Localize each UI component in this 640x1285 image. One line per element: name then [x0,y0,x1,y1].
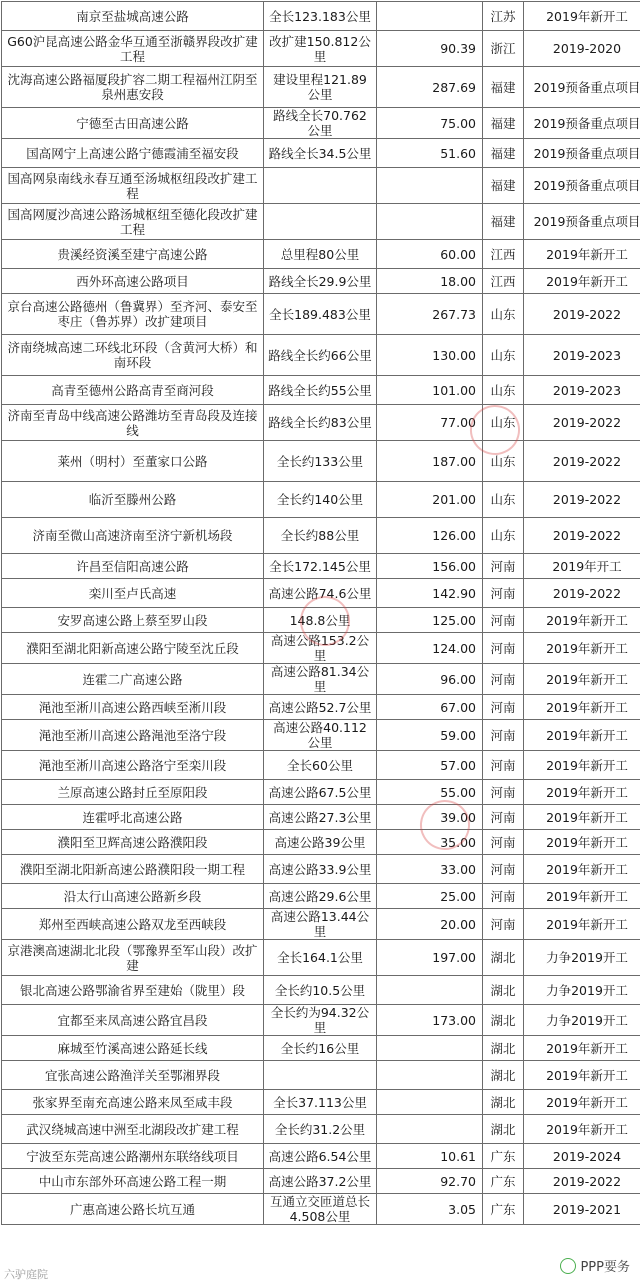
watermark-left: 六驴庭院 [4,1268,48,1281]
project-province-cell: 湖北 [483,1061,524,1090]
project-length-cell: 全长123.183公里 [264,2,377,31]
project-province-cell: 河南 [483,909,524,940]
table-row [2,482,640,518]
project-status-cell: 2019年新开工 [524,608,640,633]
project-province-cell: 浙江 [483,31,524,67]
project-province-cell: 山东 [483,294,524,335]
project-province-cell: 湖北 [483,940,524,976]
project-investment-cell: 126.00 [377,518,483,554]
project-status-cell: 2019年新开工 [524,720,640,751]
project-province-cell: 河南 [483,855,524,884]
project-investment-cell: 51.60 [377,139,483,168]
project-province-cell: 河南 [483,884,524,909]
watermark-right [556,1255,634,1276]
project-investment-cell [377,1090,483,1115]
project-investment-cell [377,168,483,204]
project-investment-cell: 142.90 [377,579,483,608]
project-investment-cell: 101.00 [377,376,483,405]
table-row [2,1115,640,1144]
project-investment-cell: 18.00 [377,269,483,294]
project-length-cell: 全长164.1公里 [264,940,377,976]
project-status-cell: 2019年新开工 [524,884,640,909]
table-row [2,67,640,108]
project-name-cell: 中山市东部外环高速公路工程一期 [2,1169,264,1194]
project-status-cell: 2019-2023 [524,376,640,405]
project-length-cell [264,204,377,240]
project-status-cell: 2019年新开工 [524,830,640,855]
table-row [2,805,640,830]
project-name-cell: 安罗高速公路上蔡至罗山段 [2,608,264,633]
project-investment-cell: 201.00 [377,482,483,518]
project-investment-cell: 59.00 [377,720,483,751]
project-length-cell: 总里程80公里 [264,240,377,269]
project-name-cell: 张家界至南充高速公路来凤至咸丰段 [2,1090,264,1115]
project-investment-cell: 75.00 [377,108,483,139]
project-status-cell: 2019年新开工 [524,240,640,269]
project-name-cell: 宁波至东莞高速公路潮州东联络线项目 [2,1144,264,1169]
project-investment-cell: 156.00 [377,554,483,579]
project-investment-cell: 173.00 [377,1005,483,1036]
table-row [2,855,640,884]
table-row [2,1090,640,1115]
project-length-cell: 高速公路37.2公里 [264,1169,377,1194]
project-investment-cell [377,204,483,240]
project-investment-cell: 130.00 [377,335,483,376]
project-name-cell: 武汉绕城高速中洲至北湖段改扩建工程 [2,1115,264,1144]
project-province-cell: 广东 [483,1144,524,1169]
table-row [2,204,640,240]
table-row [2,780,640,805]
table-row [2,940,640,976]
project-province-cell: 江西 [483,240,524,269]
project-name-cell: 宜张高速公路渔洋关至鄂湘界段 [2,1061,264,1090]
project-investment-cell: 267.73 [377,294,483,335]
wechat-icon [560,1258,576,1274]
project-investment-cell [377,1036,483,1061]
project-length-cell: 路线全长34.5公里 [264,139,377,168]
project-province-cell: 湖北 [483,976,524,1005]
project-name-cell: 莱州（明村）至董家口公路 [2,441,264,482]
project-status-cell: 2019-2022 [524,579,640,608]
project-investment-cell: 92.70 [377,1169,483,1194]
project-province-cell: 山东 [483,376,524,405]
project-province-cell: 河南 [483,780,524,805]
project-province-cell: 湖北 [483,1115,524,1144]
project-province-cell: 河南 [483,664,524,695]
table-row [2,1169,640,1194]
project-province-cell: 福建 [483,204,524,240]
project-status-cell: 力争2019开工 [524,976,640,1005]
project-length-cell: 148.8公里 [264,608,377,633]
project-name-cell: 连霍二广高速公路 [2,664,264,695]
project-investment-cell: 197.00 [377,940,483,976]
table-row [2,720,640,751]
project-length-cell: 高速公路39公里 [264,830,377,855]
project-province-cell: 山东 [483,335,524,376]
table-row [2,976,640,1005]
project-status-cell: 2019-2022 [524,441,640,482]
project-province-cell: 湖北 [483,1005,524,1036]
project-length-cell: 全长37.113公里 [264,1090,377,1115]
project-province-cell: 河南 [483,830,524,855]
table-row [2,664,640,695]
table-row [2,294,640,335]
project-investment-cell: 35.00 [377,830,483,855]
project-name-cell: 濮阳至卫辉高速公路濮阳段 [2,830,264,855]
table-row [2,441,640,482]
project-investment-cell: 124.00 [377,633,483,664]
project-status-cell: 2019年新开工 [524,695,640,720]
project-investment-cell: 55.00 [377,780,483,805]
project-province-cell: 湖北 [483,1036,524,1061]
project-length-cell: 高速公路81.34公里 [264,664,377,695]
project-investment-cell [377,1115,483,1144]
project-name-cell: 沿太行山高速公路新乡段 [2,884,264,909]
project-name-cell: 渑池至淅川高速公路西峡至淅川段 [2,695,264,720]
project-length-cell: 高速公路40.112公里 [264,720,377,751]
project-name-cell: 宜都至来凤高速公路宜昌段 [2,1005,264,1036]
project-status-cell: 2019年开工 [524,554,640,579]
project-name-cell: 麻城至竹溪高速公路延长线 [2,1036,264,1061]
project-investment-cell: 33.00 [377,855,483,884]
project-province-cell: 河南 [483,720,524,751]
project-investment-cell: 3.05 [377,1194,483,1225]
project-name-cell: 兰原高速公路封丘至原阳段 [2,780,264,805]
project-length-cell: 全长约140公里 [264,482,377,518]
table-row [2,2,640,31]
project-length-cell: 全长约16公里 [264,1036,377,1061]
project-status-cell: 2019年新开工 [524,633,640,664]
project-status-cell: 2019年新开工 [524,269,640,294]
project-province-cell: 河南 [483,751,524,780]
project-length-cell: 路线全长约83公里 [264,405,377,441]
project-province-cell: 山东 [483,482,524,518]
table-row [2,695,640,720]
project-investment-cell: 10.61 [377,1144,483,1169]
project-length-cell: 改扩建150.812公里 [264,31,377,67]
project-status-cell: 2019-2023 [524,335,640,376]
watermark-right-label: PPP要务 [580,1260,630,1275]
project-investment-cell: 77.00 [377,405,483,441]
project-length-cell: 路线全长29.9公里 [264,269,377,294]
project-investment-cell [377,976,483,1005]
table-row [2,751,640,780]
project-province-cell: 山东 [483,441,524,482]
table-row [2,240,640,269]
project-status-cell: 2019-2020 [524,31,640,67]
project-status-cell: 2019年新开工 [524,751,640,780]
project-status-cell: 2019年新开工 [524,855,640,884]
project-name-cell: 南京至盐城高速公路 [2,2,264,31]
project-length-cell: 全长约31.2公里 [264,1115,377,1144]
project-status-cell: 2019预备重点项目 [524,139,640,168]
project-status-cell: 2019-2022 [524,518,640,554]
project-status-cell: 2019年新开工 [524,780,640,805]
project-name-cell: 济南绕城高速二环线北环段（含黄河大桥）和南环段 [2,335,264,376]
project-province-cell: 江苏 [483,2,524,31]
project-length-cell: 路线全长70.762公里 [264,108,377,139]
project-name-cell: 京港澳高速湖北北段（鄂豫界至军山段）改扩建 [2,940,264,976]
project-name-cell: 济南至微山高速济南至济宁新机场段 [2,518,264,554]
project-name-cell: 京台高速公路德州（鲁冀界）至齐河、泰安至枣庄（鲁苏界）改扩建项目 [2,294,264,335]
project-province-cell: 福建 [483,168,524,204]
project-province-cell: 河南 [483,579,524,608]
table-row [2,518,640,554]
project-status-cell: 2019年新开工 [524,1036,640,1061]
project-status-cell: 2019-2022 [524,294,640,335]
project-name-cell: 国高网泉南线永春互通至汤城枢纽段改扩建工程 [2,168,264,204]
project-name-cell: 渑池至淅川高速公路渑池至洛宁段 [2,720,264,751]
project-name-cell: 栾川至卢氏高速 [2,579,264,608]
project-name-cell: 济南至青岛中线高速公路潍坊至青岛段及连接线 [2,405,264,441]
table-row [2,554,640,579]
project-name-cell: 郑州至西峡高速公路双龙至西峡段 [2,909,264,940]
project-status-cell: 2019预备重点项目 [524,168,640,204]
project-length-cell: 路线全长约66公里 [264,335,377,376]
project-investment-cell: 287.69 [377,67,483,108]
project-status-cell: 2019预备重点项目 [524,67,640,108]
project-province-cell: 河南 [483,608,524,633]
project-name-cell: 许昌至信阳高速公路 [2,554,264,579]
table-row [2,376,640,405]
table-row [2,335,640,376]
project-investment-cell [377,2,483,31]
project-status-cell: 2019预备重点项目 [524,108,640,139]
project-length-cell [264,168,377,204]
project-province-cell: 福建 [483,139,524,168]
project-province-cell: 山东 [483,518,524,554]
project-name-cell: 国高网宁上高速公路宁德霞浦至福安段 [2,139,264,168]
project-status-cell: 2019年新开工 [524,909,640,940]
project-name-cell: 西外环高速公路项目 [2,269,264,294]
project-length-cell: 高速公路13.44公里 [264,909,377,940]
project-length-cell: 路线全长约55公里 [264,376,377,405]
project-province-cell: 河南 [483,633,524,664]
project-status-cell: 2019-2024 [524,1144,640,1169]
project-status-cell: 力争2019开工 [524,1005,640,1036]
project-investment-cell: 25.00 [377,884,483,909]
table-row [2,1144,640,1169]
project-length-cell: 高速公路74.6公里 [264,579,377,608]
project-status-cell: 2019预备重点项目 [524,204,640,240]
project-investment-cell: 60.00 [377,240,483,269]
project-name-cell: 广惠高速公路长坑互通 [2,1194,264,1225]
project-investment-cell: 39.00 [377,805,483,830]
project-investment-cell: 125.00 [377,608,483,633]
project-province-cell: 江西 [483,269,524,294]
project-name-cell: 银北高速公路鄂渝省界至建始（陇里）段 [2,976,264,1005]
project-length-cell: 全长约为94.32公里 [264,1005,377,1036]
project-province-cell: 福建 [483,108,524,139]
project-status-cell: 2019-2022 [524,1169,640,1194]
project-investment-cell: 20.00 [377,909,483,940]
project-name-cell: 连霍呼北高速公路 [2,805,264,830]
project-status-cell: 2019年新开工 [524,805,640,830]
project-length-cell: 高速公路67.5公里 [264,780,377,805]
project-name-cell: 国高网厦沙高速公路汤城枢纽至德化段改扩建工程 [2,204,264,240]
table-row [2,1005,640,1036]
project-length-cell: 高速公路153.2公里 [264,633,377,664]
project-province-cell: 福建 [483,67,524,108]
project-name-cell: 宁德至古田高速公路 [2,108,264,139]
table-row [2,108,640,139]
project-length-cell: 互通立交匝道总长4.508公里 [264,1194,377,1225]
table-row [2,909,640,940]
project-name-cell: 濮阳至湖北阳新高速公路濮阳段一期工程 [2,855,264,884]
project-length-cell: 全长约88公里 [264,518,377,554]
project-investment-cell: 67.00 [377,695,483,720]
project-status-cell: 2019-2021 [524,1194,640,1225]
table-row [2,139,640,168]
project-length-cell [264,1061,377,1090]
project-length-cell: 全长约133公里 [264,441,377,482]
project-province-cell: 河南 [483,695,524,720]
project-name-cell: 沈海高速公路福厦段扩容二期工程福州江阴至泉州惠安段 [2,67,264,108]
project-status-cell: 力争2019开工 [524,940,640,976]
project-length-cell: 高速公路33.9公里 [264,855,377,884]
table-row [2,168,640,204]
project-status-cell: 2019年新开工 [524,1061,640,1090]
table-row [2,269,640,294]
project-length-cell: 全长172.145公里 [264,554,377,579]
project-investment-cell: 187.00 [377,441,483,482]
project-length-cell: 全长约10.5公里 [264,976,377,1005]
table-row [2,830,640,855]
table-row [2,31,640,67]
project-name-cell: 濮阳至湖北阳新高速公路宁陵至沈丘段 [2,633,264,664]
project-length-cell: 建设里程121.89公里 [264,67,377,108]
project-length-cell: 全长189.483公里 [264,294,377,335]
project-length-cell: 高速公路52.7公里 [264,695,377,720]
project-province-cell: 广东 [483,1194,524,1225]
table-row [2,1061,640,1090]
project-status-cell: 2019年新开工 [524,1115,640,1144]
project-name-cell: 渑池至淅川高速公路洛宁至栾川段 [2,751,264,780]
project-length-cell: 全长60公里 [264,751,377,780]
project-length-cell: 高速公路27.3公里 [264,805,377,830]
project-status-cell: 2019-2022 [524,482,640,518]
project-status-cell: 2019年新开工 [524,664,640,695]
project-status-cell: 2019年新开工 [524,1090,640,1115]
project-name-cell: 临沂至滕州公路 [2,482,264,518]
project-province-cell: 河南 [483,554,524,579]
project-name-cell: G60沪昆高速公路金华互通至浙赣界段改扩建工程 [2,31,264,67]
project-status-cell: 2019-2022 [524,405,640,441]
table-row [2,884,640,909]
project-investment-cell [377,1061,483,1090]
project-length-cell: 高速公路6.54公里 [264,1144,377,1169]
project-investment-cell: 96.00 [377,664,483,695]
project-investment-cell: 90.39 [377,31,483,67]
project-status-cell: 2019年新开工 [524,2,640,31]
table-row [2,1036,640,1061]
table-row [2,405,640,441]
project-name-cell: 高青至德州公路高青至商河段 [2,376,264,405]
table-row [2,1194,640,1225]
project-province-cell: 河南 [483,805,524,830]
project-province-cell: 山东 [483,405,524,441]
project-name-cell: 贵溪经资溪至建宁高速公路 [2,240,264,269]
project-investment-cell: 57.00 [377,751,483,780]
project-province-cell: 湖北 [483,1090,524,1115]
project-province-cell: 广东 [483,1169,524,1194]
project-length-cell: 高速公路29.6公里 [264,884,377,909]
